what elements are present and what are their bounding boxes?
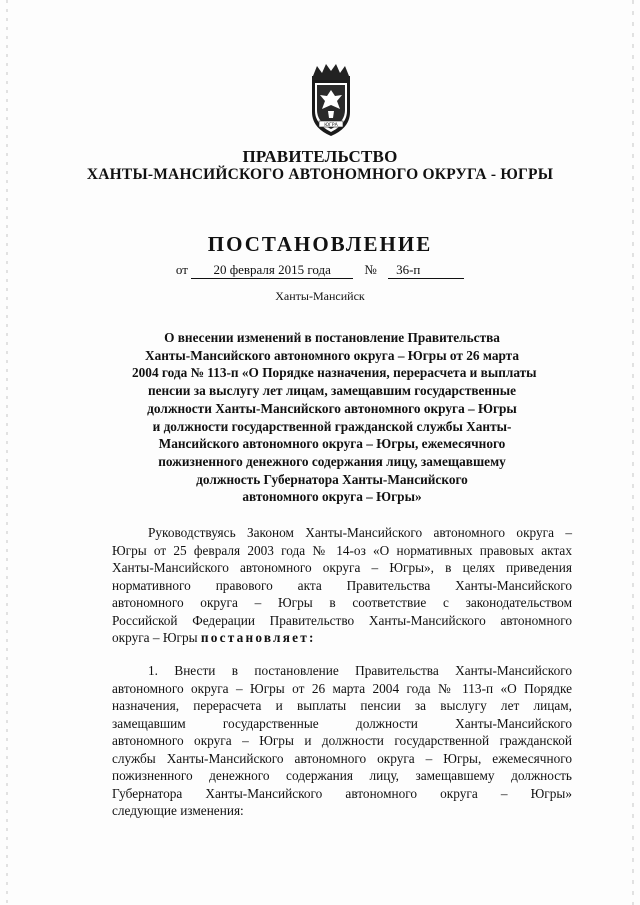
subject-line: О внесении изменений в постановление Правительства	[164, 330, 500, 345]
paragraph-line: 1. Внести в постановление Правительства Ханты-Мансийского	[148, 663, 572, 678]
paragraph-line: пожизненного денежного содержания лицу, замещавшему должность	[112, 768, 572, 783]
paragraph-line: автономного округа – Югры в соответствие с законодательством	[112, 595, 572, 610]
scan-edge-left	[6, 0, 8, 905]
subject-line: 2004 года № 113-п «О Порядке назначения, перерасчета и выплаты	[132, 365, 537, 381]
date-prefix: от	[175, 262, 188, 277]
subject-line: и должности государственной гражданской службы Ханты-	[152, 418, 512, 434]
subject-line: пенсии за выслугу лет лицам, замещавшим государственные	[147, 383, 517, 399]
paragraph-line: автономного округа – Югры от 26 марта 2004 года № 113-п «О Порядке	[112, 680, 572, 696]
paragraph-line: замещавшим государственные должности Ханты-Мансийского	[112, 715, 572, 731]
paragraph-line: Губернатора Ханты-Мансийского автономного округа – Югры»	[112, 785, 572, 801]
item-1-paragraph	[112, 662, 572, 820]
document-date: 20 февраля 2015 года	[191, 262, 353, 279]
preamble-paragraph	[112, 524, 572, 647]
paragraph-line: Российской Федерации Правительство Ханты-Мансийского автономного	[112, 612, 572, 628]
subject-line: автономного округа – Югры»	[242, 489, 422, 505]
document-city: Ханты-Мансийск	[275, 289, 365, 303]
resolution-keyword: постановляет:	[200, 630, 316, 645]
scan-edge-right	[632, 0, 634, 905]
paragraph-text: округа – Югры	[112, 630, 198, 645]
subject-line: должность Губернатора Ханты-Мансийского	[196, 471, 468, 487]
paragraph-line: автономного округа – Югры и должности государственной гражданской	[112, 733, 572, 748]
subject-line: пожизненного денежного содержания лицу, замещавшему	[158, 453, 506, 469]
document-subject	[132, 329, 537, 506]
document-number: 36-п	[388, 262, 464, 279]
number-prefix: №	[364, 262, 377, 277]
subject-line: Мансийского автономного округа – Югры, ежемесячного	[158, 436, 506, 452]
government-title: ПРАВИТЕЛЬСТВО	[242, 147, 398, 166]
paragraph-line	[112, 629, 572, 647]
emblem-motto: ЮГРА	[324, 123, 338, 128]
date-number-row	[0, 262, 640, 279]
coat-of-arms-emblem-icon	[304, 62, 358, 138]
paragraph-line: Югры от 25 февраля 2003 года № 14-оз «О нормативных правовых актах	[112, 542, 572, 558]
paragraph-line: нормативного правового акта Правительства Ханты-Мансийского	[112, 577, 572, 593]
subject-line: Ханты-Мансийского автономного округа – Югры от 26 марта	[144, 347, 520, 363]
paragraph-line: Руководствуясь Законом Ханты-Мансийского автономного округа –	[148, 525, 572, 540]
government-region: ХАНТЫ-МАНСИЙСКОГО АВТОНОМНОГО ОКРУГА - ЮГРЫ	[86, 166, 554, 183]
paragraph-line: Ханты-Мансийского автономного округа – Югры», в целях приведения	[112, 560, 572, 575]
subject-line: должности Ханты-Мансийского автономного округа – Югры	[147, 400, 517, 416]
document-type-heading: ПОСТАНОВЛЕНИЕ	[207, 232, 433, 256]
paragraph-line: службы Ханты-Мансийского автономного округа – Югры, ежемесячного	[112, 750, 572, 766]
paragraph-line: назначения, перерасчета и выплаты пенсии за выслугу лет лицам,	[112, 698, 572, 713]
paragraph-line: следующие изменения:	[112, 803, 244, 818]
